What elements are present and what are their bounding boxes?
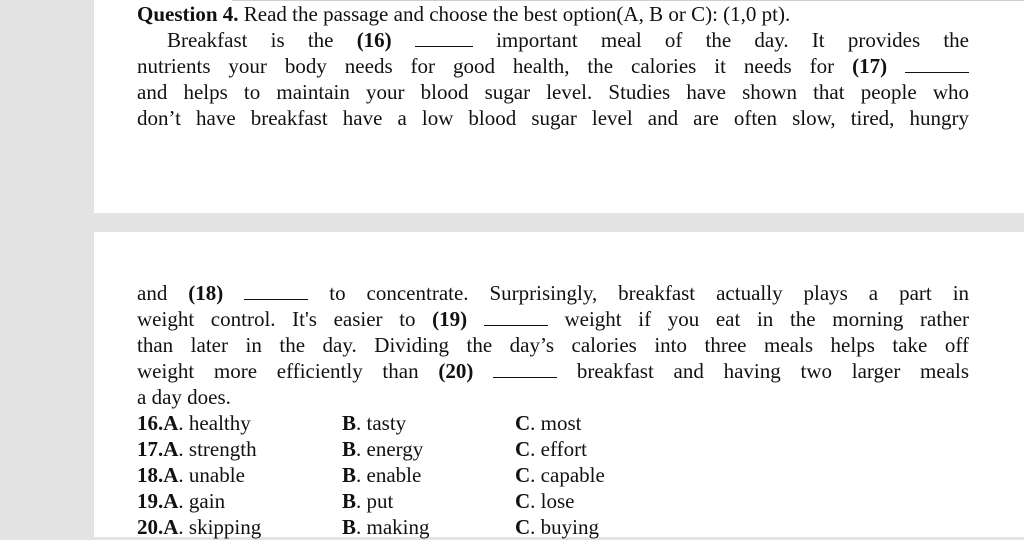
passage-text: important meal of the day. It provides the [496, 28, 969, 52]
passage-text: nutrients your body needs for good health, the calories it needs for [137, 54, 835, 78]
passage-line [137, 53, 969, 79]
passage-line [137, 280, 969, 306]
gap-number-19: (19) [432, 307, 468, 331]
option-row [137, 436, 737, 462]
passage-line [137, 27, 969, 53]
gap-blank-17 [905, 53, 969, 73]
passage-line: and helps to maintain your blood sugar level. Studies have shown that people who [137, 80, 969, 104]
option-c: C. effort [515, 437, 587, 461]
option-row [137, 514, 737, 540]
option-b: B. energy [342, 437, 424, 461]
answer-options [137, 410, 737, 540]
gap-number-18: (18) [188, 281, 224, 305]
option-b: B. making [342, 515, 430, 539]
passage-line [137, 306, 969, 332]
option-a: 16.A. healthy [137, 411, 251, 435]
question-number: Question 4. [137, 2, 239, 26]
passage-text: breakfast and having two larger meals [576, 359, 970, 383]
gap-blank-19 [484, 306, 548, 326]
option-row [137, 488, 737, 514]
option-b: B. enable [342, 463, 422, 487]
passage-part-2 [137, 280, 969, 410]
gap-blank-20 [493, 358, 557, 378]
passage-line: a day does. [137, 385, 231, 409]
passage-text: weight more efficiently than [137, 359, 419, 383]
passage-line [137, 358, 969, 384]
passage-text: and [137, 281, 168, 305]
option-a: 19.A. gain [137, 489, 226, 513]
passage-text: weight control. It's easier to [137, 307, 416, 331]
option-c: C. buying [515, 515, 600, 539]
gap-blank-18 [244, 280, 308, 300]
question-instruction: Read the passage and choose the best option(A, B or C): (1,0 pt). [243, 2, 791, 26]
option-c: C. most [515, 411, 582, 435]
gap-blank-16 [415, 27, 473, 47]
passage-text: weight if you eat in the morning rather [564, 307, 970, 331]
option-row [137, 410, 737, 436]
gap-number-16: (16) [356, 28, 392, 52]
option-a: 20.A. skipping [137, 515, 262, 539]
option-a: 18.A. unable [137, 463, 245, 487]
option-b: B. tasty [342, 411, 407, 435]
gap-number-20: (20) [438, 359, 474, 383]
option-a: 17.A. strength [137, 437, 257, 461]
option-c: C. capable [515, 463, 605, 487]
passage-part-1 [137, 1, 969, 131]
passage-text: Breakfast is the [167, 28, 334, 52]
passage-line: than later in the day. Dividing the day’s calories into three meals helps take off [137, 333, 969, 357]
option-row [137, 462, 737, 488]
passage-text: to concentrate. Surprisingly, breakfast actually plays a part in [329, 281, 970, 305]
passage-line: don’t have breakfast have a low blood sugar level and are often slow, tired, hungry [137, 106, 969, 130]
question-heading [137, 1, 969, 27]
option-b: B. put [342, 489, 394, 513]
gap-number-17: (17) [852, 54, 888, 78]
option-c: C. lose [515, 489, 575, 513]
